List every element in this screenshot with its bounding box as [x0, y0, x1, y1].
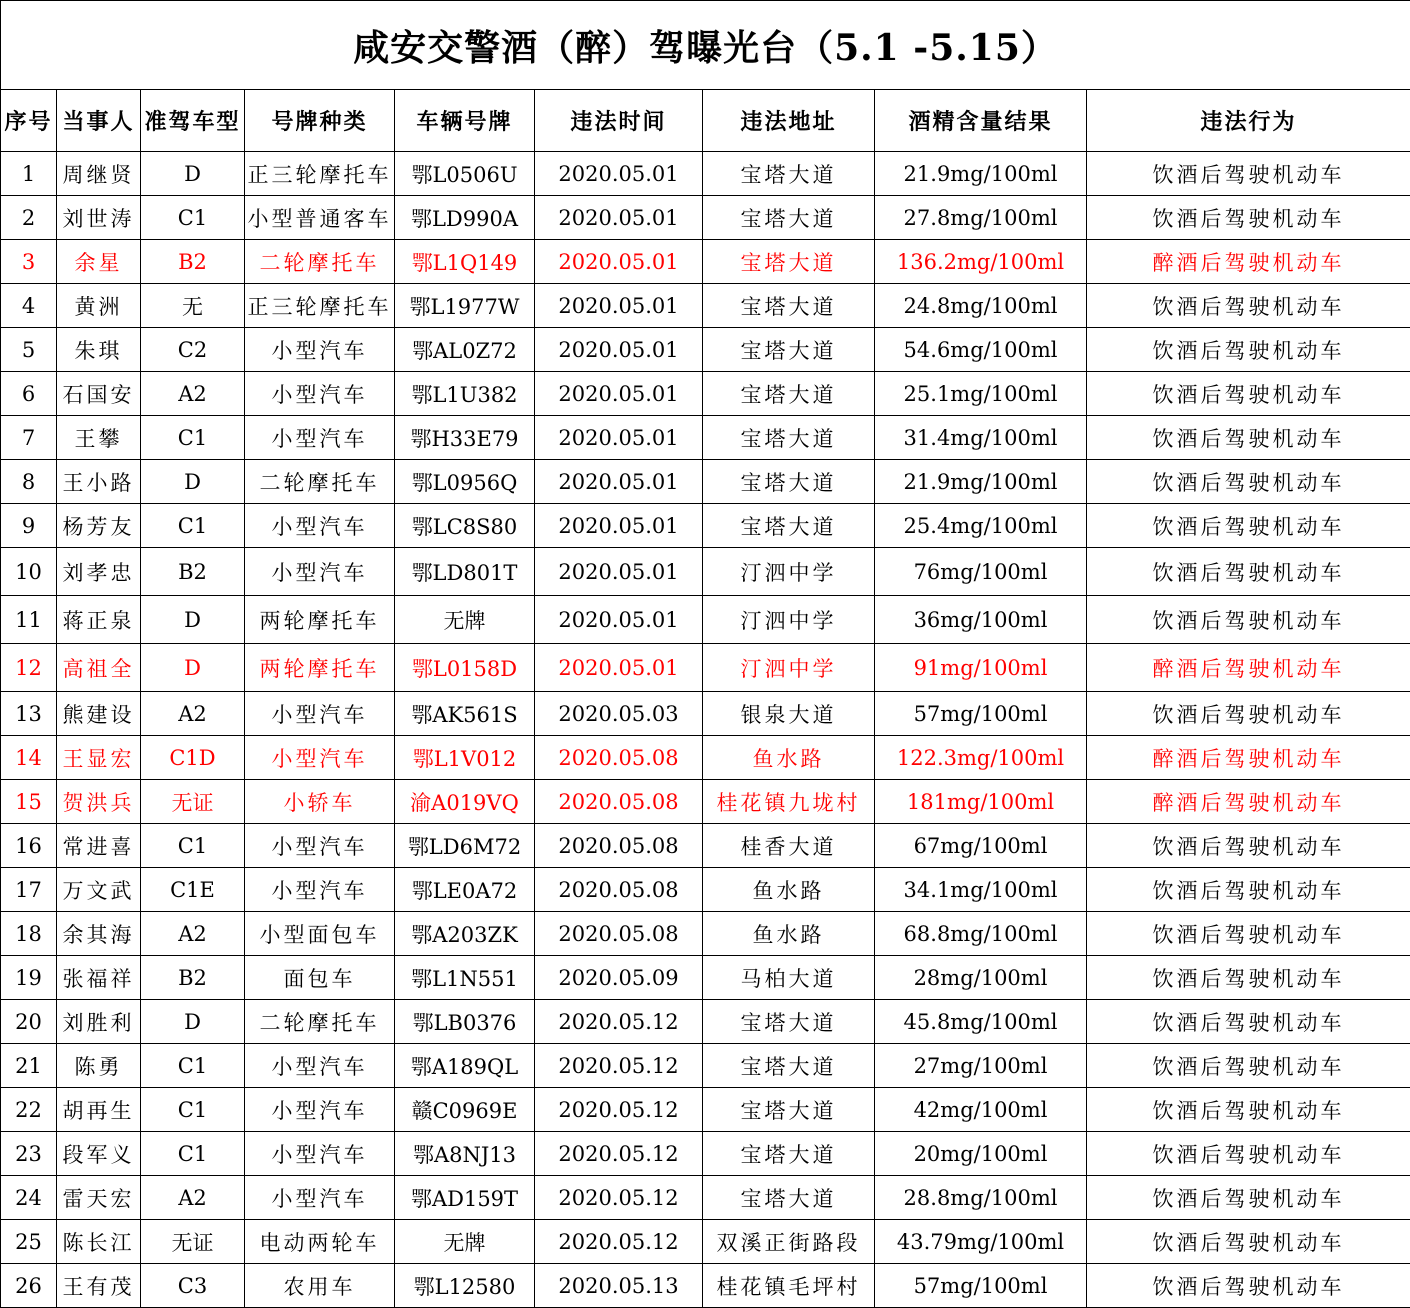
table-row: [1, 504, 1410, 548]
cell-date: 2020.05.01: [535, 196, 703, 240]
cell-license: C1E: [141, 868, 245, 912]
cell-location: 马柏大道: [703, 956, 875, 1000]
table-row: [1, 240, 1410, 284]
table-row: [1, 692, 1410, 736]
table-row: [1, 780, 1410, 824]
column-header-location: 违法地址: [703, 90, 875, 152]
cell-no: 5: [1, 328, 57, 372]
cell-location: 双溪正街路段: [703, 1220, 875, 1264]
cell-location: 宝塔大道: [703, 328, 875, 372]
cell-plate-type: 小型面包车: [245, 912, 395, 956]
cell-name: 朱琪: [57, 328, 141, 372]
cell-violation: 醉酒后驾驶机动车: [1087, 644, 1410, 692]
cell-date: 2020.05.03: [535, 692, 703, 736]
cell-date: 2020.05.01: [535, 416, 703, 460]
cell-alcohol: 27mg/100ml: [875, 1044, 1087, 1088]
cell-plate: 鄂L0506U: [395, 152, 535, 196]
cell-violation: 饮酒后驾驶机动车: [1087, 152, 1410, 196]
cell-plate: 鄂L1V012: [395, 736, 535, 780]
cell-name: 杨芳友: [57, 504, 141, 548]
cell-license: C3: [141, 1264, 245, 1308]
cell-name: 刘胜利: [57, 1000, 141, 1044]
cell-date: 2020.05.01: [535, 284, 703, 328]
cell-plate-type: 二轮摩托车: [245, 460, 395, 504]
cell-date: 2020.05.01: [535, 596, 703, 644]
cell-license: C2: [141, 328, 245, 372]
cell-plate-type: 两轮摩托车: [245, 644, 395, 692]
cell-plate: 无牌: [395, 1220, 535, 1264]
cell-violation: 饮酒后驾驶机动车: [1087, 460, 1410, 504]
table-row: [1, 1088, 1410, 1132]
cell-violation: 饮酒后驾驶机动车: [1087, 956, 1410, 1000]
cell-plate: 鄂L0956Q: [395, 460, 535, 504]
cell-no: 13: [1, 692, 57, 736]
cell-plate-type: 农用车: [245, 1264, 395, 1308]
cell-violation: 醉酒后驾驶机动车: [1087, 240, 1410, 284]
cell-no: 9: [1, 504, 57, 548]
cell-alcohol: 36mg/100ml: [875, 596, 1087, 644]
cell-license: C1D: [141, 736, 245, 780]
cell-plate-type: 两轮摩托车: [245, 596, 395, 644]
cell-date: 2020.05.08: [535, 912, 703, 956]
cell-alcohol: 21.9mg/100ml: [875, 152, 1087, 196]
cell-alcohol: 54.6mg/100ml: [875, 328, 1087, 372]
cell-plate-type: 正三轮摩托车: [245, 152, 395, 196]
cell-violation: 饮酒后驾驶机动车: [1087, 1220, 1410, 1264]
cell-alcohol: 42mg/100ml: [875, 1088, 1087, 1132]
cell-violation: 饮酒后驾驶机动车: [1087, 912, 1410, 956]
cell-violation: 醉酒后驾驶机动车: [1087, 780, 1410, 824]
cell-location: 宝塔大道: [703, 1088, 875, 1132]
cell-alcohol: 28.8mg/100ml: [875, 1176, 1087, 1220]
cell-date: 2020.05.01: [535, 644, 703, 692]
cell-name: 常进喜: [57, 824, 141, 868]
column-header-name: 当事人: [57, 90, 141, 152]
cell-no: 11: [1, 596, 57, 644]
cell-name: 周继贤: [57, 152, 141, 196]
cell-plate-type: 二轮摩托车: [245, 240, 395, 284]
cell-plate-type: 小型汽车: [245, 1176, 395, 1220]
cell-license: C1: [141, 824, 245, 868]
cell-location: 宝塔大道: [703, 416, 875, 460]
cell-name: 余星: [57, 240, 141, 284]
cell-location: 宝塔大道: [703, 460, 875, 504]
cell-date: 2020.05.01: [535, 372, 703, 416]
cell-violation: 饮酒后驾驶机动车: [1087, 196, 1410, 240]
cell-license: D: [141, 644, 245, 692]
cell-no: 10: [1, 548, 57, 596]
column-header-alcohol: 酒精含量结果: [875, 90, 1087, 152]
header-row: [1, 90, 1410, 152]
cell-alcohol: 136.2mg/100ml: [875, 240, 1087, 284]
table-row: [1, 868, 1410, 912]
cell-name: 王小路: [57, 460, 141, 504]
column-header-date: 违法时间: [535, 90, 703, 152]
cell-name: 万文武: [57, 868, 141, 912]
cell-alcohol: 45.8mg/100ml: [875, 1000, 1087, 1044]
cell-plate-type: 小型汽车: [245, 868, 395, 912]
cell-name: 黄洲: [57, 284, 141, 328]
cell-location: 银泉大道: [703, 692, 875, 736]
cell-license: 无证: [141, 1220, 245, 1264]
table-row: [1, 152, 1410, 196]
cell-no: 22: [1, 1088, 57, 1132]
cell-no: 4: [1, 284, 57, 328]
cell-license: A2: [141, 692, 245, 736]
cell-license: A2: [141, 912, 245, 956]
cell-name: 雷天宏: [57, 1176, 141, 1220]
cell-alcohol: 181mg/100ml: [875, 780, 1087, 824]
cell-date: 2020.05.12: [535, 1132, 703, 1176]
cell-alcohol: 91mg/100ml: [875, 644, 1087, 692]
cell-plate-type: 小型汽车: [245, 1044, 395, 1088]
cell-plate-type: 小型汽车: [245, 692, 395, 736]
cell-location: 宝塔大道: [703, 240, 875, 284]
cell-name: 段军义: [57, 1132, 141, 1176]
cell-violation: 饮酒后驾驶机动车: [1087, 1000, 1410, 1044]
cell-plate: 鄂A189QL: [395, 1044, 535, 1088]
cell-violation: 饮酒后驾驶机动车: [1087, 596, 1410, 644]
cell-license: C1: [141, 416, 245, 460]
cell-plate: 鄂LC8S80: [395, 504, 535, 548]
cell-alcohol: 20mg/100ml: [875, 1132, 1087, 1176]
table-row: [1, 736, 1410, 780]
table-row: [1, 1264, 1410, 1308]
cell-plate: 鄂L1977W: [395, 284, 535, 328]
cell-no: 25: [1, 1220, 57, 1264]
column-header-violation: 违法行为: [1087, 90, 1410, 152]
table-row: [1, 372, 1410, 416]
cell-plate: 鄂LD801T: [395, 548, 535, 596]
table-row: [1, 956, 1410, 1000]
cell-alcohol: 76mg/100ml: [875, 548, 1087, 596]
cell-violation: 饮酒后驾驶机动车: [1087, 1044, 1410, 1088]
cell-alcohol: 57mg/100ml: [875, 692, 1087, 736]
cell-date: 2020.05.01: [535, 504, 703, 548]
table-row: [1, 1220, 1410, 1264]
cell-license: C1: [141, 1132, 245, 1176]
cell-no: 24: [1, 1176, 57, 1220]
cell-date: 2020.05.12: [535, 1220, 703, 1264]
cell-name: 刘世涛: [57, 196, 141, 240]
cell-name: 张福祥: [57, 956, 141, 1000]
cell-alcohol: 25.4mg/100ml: [875, 504, 1087, 548]
cell-plate-type: 小型汽车: [245, 1132, 395, 1176]
cell-license: B2: [141, 956, 245, 1000]
cell-plate: 赣C0969E: [395, 1088, 535, 1132]
cell-violation: 饮酒后驾驶机动车: [1087, 1132, 1410, 1176]
cell-date: 2020.05.13: [535, 1264, 703, 1308]
cell-violation: 饮酒后驾驶机动车: [1087, 328, 1410, 372]
cell-license: B2: [141, 548, 245, 596]
table-row: [1, 196, 1410, 240]
cell-violation: 饮酒后驾驶机动车: [1087, 504, 1410, 548]
cell-date: 2020.05.01: [535, 152, 703, 196]
cell-plate: 鄂H33E79: [395, 416, 535, 460]
cell-no: 18: [1, 912, 57, 956]
column-header-no: 序号: [1, 90, 57, 152]
cell-plate-type: 小型汽车: [245, 736, 395, 780]
cell-date: 2020.05.12: [535, 1044, 703, 1088]
cell-no: 20: [1, 1000, 57, 1044]
cell-location: 桂花镇九垅村: [703, 780, 875, 824]
cell-license: 无: [141, 284, 245, 328]
cell-location: 鱼水路: [703, 912, 875, 956]
cell-plate: 鄂L1U382: [395, 372, 535, 416]
table-row: [1, 284, 1410, 328]
cell-location: 鱼水路: [703, 868, 875, 912]
cell-date: 2020.05.12: [535, 1088, 703, 1132]
cell-location: 宝塔大道: [703, 1176, 875, 1220]
cell-license: D: [141, 152, 245, 196]
cell-name: 王攀: [57, 416, 141, 460]
cell-name: 熊建设: [57, 692, 141, 736]
cell-no: 2: [1, 196, 57, 240]
cell-location: 宝塔大道: [703, 196, 875, 240]
cell-plate: 鄂LB0376: [395, 1000, 535, 1044]
cell-plate: 鄂LE0A72: [395, 868, 535, 912]
cell-license: D: [141, 1000, 245, 1044]
cell-date: 2020.05.08: [535, 736, 703, 780]
cell-name: 高祖全: [57, 644, 141, 692]
cell-no: 8: [1, 460, 57, 504]
column-header-plate-type: 号牌种类: [245, 90, 395, 152]
cell-alcohol: 28mg/100ml: [875, 956, 1087, 1000]
cell-plate-type: 小型汽车: [245, 328, 395, 372]
table-row: [1, 328, 1410, 372]
cell-name: 陈勇: [57, 1044, 141, 1088]
cell-license: C1: [141, 1088, 245, 1132]
cell-alcohol: 25.1mg/100ml: [875, 372, 1087, 416]
cell-alcohol: 34.1mg/100ml: [875, 868, 1087, 912]
cell-violation: 饮酒后驾驶机动车: [1087, 1264, 1410, 1308]
cell-name: 石国安: [57, 372, 141, 416]
cell-no: 15: [1, 780, 57, 824]
cell-no: 16: [1, 824, 57, 868]
cell-no: 6: [1, 372, 57, 416]
cell-plate-type: 小型汽车: [245, 824, 395, 868]
cell-location: 宝塔大道: [703, 1000, 875, 1044]
cell-alcohol: 67mg/100ml: [875, 824, 1087, 868]
cell-alcohol: 57mg/100ml: [875, 1264, 1087, 1308]
cell-violation: 饮酒后驾驶机动车: [1087, 824, 1410, 868]
table-row: [1, 912, 1410, 956]
column-header-plate: 车辆号牌: [395, 90, 535, 152]
cell-alcohol: 68.8mg/100ml: [875, 912, 1087, 956]
cell-location: 汀泗中学: [703, 644, 875, 692]
cell-plate-type: 正三轮摩托车: [245, 284, 395, 328]
cell-no: 12: [1, 644, 57, 692]
cell-alcohol: 27.8mg/100ml: [875, 196, 1087, 240]
cell-violation: 饮酒后驾驶机动车: [1087, 1088, 1410, 1132]
cell-license: A2: [141, 372, 245, 416]
cell-violation: 饮酒后驾驶机动车: [1087, 284, 1410, 328]
table-row: [1, 548, 1410, 596]
cell-license: A2: [141, 1176, 245, 1220]
page-title: 咸安交警酒（醉）驾曝光台（5.1 -5.15）: [1, 1, 1410, 90]
cell-alcohol: 43.79mg/100ml: [875, 1220, 1087, 1264]
cell-alcohol: 122.3mg/100ml: [875, 736, 1087, 780]
cell-no: 26: [1, 1264, 57, 1308]
cell-violation: 饮酒后驾驶机动车: [1087, 868, 1410, 912]
cell-name: 胡再生: [57, 1088, 141, 1132]
cell-no: 14: [1, 736, 57, 780]
cell-date: 2020.05.01: [535, 240, 703, 284]
cell-plate: 无牌: [395, 596, 535, 644]
cell-violation: 醉酒后驾驶机动车: [1087, 736, 1410, 780]
cell-alcohol: 24.8mg/100ml: [875, 284, 1087, 328]
cell-date: 2020.05.12: [535, 1000, 703, 1044]
cell-plate-type: 小型普通客车: [245, 196, 395, 240]
cell-no: 19: [1, 956, 57, 1000]
cell-plate-type: 小型汽车: [245, 1088, 395, 1132]
cell-plate: 鄂L1N551: [395, 956, 535, 1000]
cell-plate: 鄂AK561S: [395, 692, 535, 736]
cell-license: D: [141, 596, 245, 644]
cell-location: 宝塔大道: [703, 1132, 875, 1176]
cell-plate-type: 小型汽车: [245, 372, 395, 416]
cell-license: D: [141, 460, 245, 504]
cell-date: 2020.05.08: [535, 868, 703, 912]
cell-alcohol: 21.9mg/100ml: [875, 460, 1087, 504]
cell-name: 蒋正泉: [57, 596, 141, 644]
table-row: [1, 1000, 1410, 1044]
cell-location: 桂花镇毛坪村: [703, 1264, 875, 1308]
cell-plate: 鄂L1Q149: [395, 240, 535, 284]
table-row: [1, 596, 1410, 644]
cell-no: 17: [1, 868, 57, 912]
table-row: [1, 1176, 1410, 1220]
cell-date: 2020.05.12: [535, 1176, 703, 1220]
cell-plate: 鄂A8NJ13: [395, 1132, 535, 1176]
cell-plate-type: 小型汽车: [245, 548, 395, 596]
cell-location: 汀泗中学: [703, 596, 875, 644]
cell-violation: 饮酒后驾驶机动车: [1087, 372, 1410, 416]
cell-name: 余其海: [57, 912, 141, 956]
cell-date: 2020.05.01: [535, 328, 703, 372]
cell-plate-type: 小型汽车: [245, 504, 395, 548]
cell-date: 2020.05.01: [535, 460, 703, 504]
cell-license: C1: [141, 196, 245, 240]
cell-license: 无证: [141, 780, 245, 824]
cell-license: C1: [141, 1044, 245, 1088]
cell-date: 2020.05.09: [535, 956, 703, 1000]
table-row: [1, 824, 1410, 868]
cell-plate: 鄂L12580: [395, 1264, 535, 1308]
cell-location: 汀泗中学: [703, 548, 875, 596]
cell-plate: 鄂AD159T: [395, 1176, 535, 1220]
cell-plate: 鄂L0158D: [395, 644, 535, 692]
table-row: [1, 1132, 1410, 1176]
cell-violation: 饮酒后驾驶机动车: [1087, 1176, 1410, 1220]
cell-violation: 饮酒后驾驶机动车: [1087, 416, 1410, 460]
cell-no: 3: [1, 240, 57, 284]
cell-location: 宝塔大道: [703, 372, 875, 416]
cell-name: 王有茂: [57, 1264, 141, 1308]
column-header-license: 准驾车型: [141, 90, 245, 152]
cell-plate: 鄂LD990A: [395, 196, 535, 240]
cell-license: C1: [141, 504, 245, 548]
table-row: [1, 1044, 1410, 1088]
cell-date: 2020.05.08: [535, 780, 703, 824]
cell-location: 桂香大道: [703, 824, 875, 868]
cell-plate-type: 面包车: [245, 956, 395, 1000]
cell-plate: 渝A019VQ: [395, 780, 535, 824]
cell-no: 21: [1, 1044, 57, 1088]
cell-plate-type: 二轮摩托车: [245, 1000, 395, 1044]
cell-name: 王显宏: [57, 736, 141, 780]
cell-no: 23: [1, 1132, 57, 1176]
cell-location: 宝塔大道: [703, 152, 875, 196]
table-row: [1, 460, 1410, 504]
cell-license: B2: [141, 240, 245, 284]
cell-no: 1: [1, 152, 57, 196]
cell-location: 宝塔大道: [703, 504, 875, 548]
cell-name: 刘孝忠: [57, 548, 141, 596]
cell-date: 2020.05.01: [535, 548, 703, 596]
cell-plate: 鄂A203ZK: [395, 912, 535, 956]
cell-plate-type: 电动两轮车: [245, 1220, 395, 1264]
cell-name: 陈长江: [57, 1220, 141, 1264]
cell-alcohol: 31.4mg/100ml: [875, 416, 1087, 460]
cell-date: 2020.05.08: [535, 824, 703, 868]
table-row: [1, 644, 1410, 692]
cell-location: 鱼水路: [703, 736, 875, 780]
cell-plate: 鄂AL0Z72: [395, 328, 535, 372]
cell-plate: 鄂LD6M72: [395, 824, 535, 868]
cell-plate-type: 小型汽车: [245, 416, 395, 460]
cell-name: 贺洪兵: [57, 780, 141, 824]
cell-no: 7: [1, 416, 57, 460]
table-row: [1, 416, 1410, 460]
cell-location: 宝塔大道: [703, 284, 875, 328]
cell-plate-type: 小轿车: [245, 780, 395, 824]
cell-violation: 饮酒后驾驶机动车: [1087, 692, 1410, 736]
cell-violation: 饮酒后驾驶机动车: [1087, 548, 1410, 596]
cell-location: 宝塔大道: [703, 1044, 875, 1088]
